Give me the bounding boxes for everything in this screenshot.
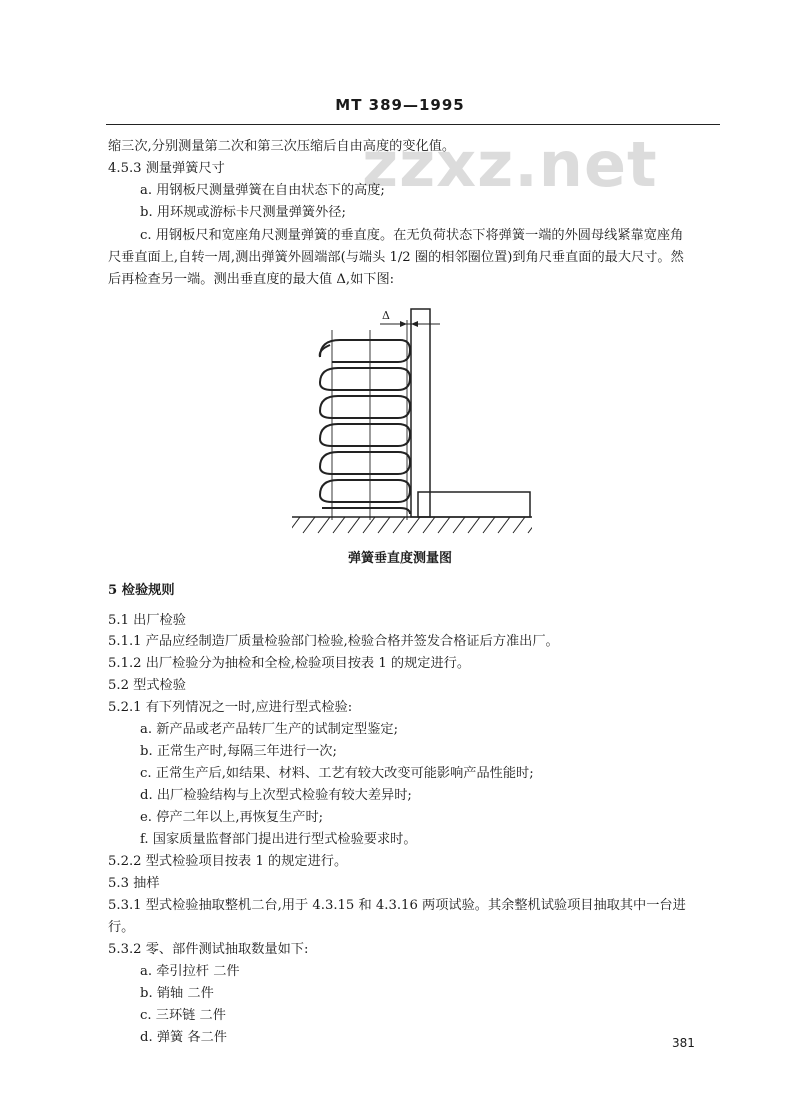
text-line: 5.1.1 产品应经制造厂质量检验部门检验,检验合格并签发合格证后方准出厂。 (108, 634, 559, 649)
watermark: zzxz.net (362, 128, 658, 201)
square-base (418, 492, 530, 517)
section-heading: 5.3 抽样 (108, 876, 160, 891)
text-line: 5.2.2 型式检验项目按表 1 的规定进行。 (108, 854, 348, 869)
list-item: e. 停产二年以上,再恢复生产时; (140, 810, 324, 825)
list-item: a. 新产品或老产品转厂生产的试制定型鉴定; (140, 722, 399, 737)
list-item: c. 用钢板尺和宽座角尺测量弹簧的垂直度。在无负荷状态下将弹簧一端的外圆母线紧靠宽座角 (140, 228, 684, 243)
list-item: d. 出厂检验结构与上次型式检验有较大差异时; (140, 788, 412, 803)
spring-perpendicularity-figure (290, 300, 540, 540)
header-rule (106, 124, 720, 125)
delta-arrow-right (411, 321, 418, 327)
delta-arrow-left (400, 321, 407, 327)
text-line: 缩三次,分别测量第二次和第三次压缩后自由高度的变化值。 (108, 139, 456, 154)
section-heading: 5.2 型式检验 (108, 678, 186, 693)
delta-label: Δ (382, 309, 390, 322)
text-line: 5.3.2 零、部件测试抽取数量如下: (108, 942, 309, 957)
list-item: c. 三环链 二件 (140, 1008, 226, 1023)
list-item: d. 弹簧 各二件 (140, 1030, 227, 1045)
page-header: MT 389—1995 (335, 96, 465, 114)
list-item: b. 销轴 二件 (140, 986, 214, 1001)
chapter-heading: 5 检验规则 (108, 583, 175, 598)
list-item: a. 用钢板尺测量弹簧在自由状态下的高度; (140, 183, 385, 198)
spring-coils (320, 340, 410, 514)
list-item: b. 用环规或游标卡尺测量弹簧外径; (140, 205, 346, 220)
list-item: c. 正常生产后,如结果、材料、工艺有较大改变可能影响产品性能时; (140, 766, 534, 781)
text-line: 尺垂直面上,自转一周,测出弹簧外圆端部(与端头 1/2 圈的相邻圈位置)到角尺垂直面的最大尺寸。然 (108, 250, 684, 265)
section-heading: 4.5.3 测量弹簧尺寸 (108, 161, 225, 176)
text-line: 5.2.1 有下列情况之一时,应进行型式检验: (108, 700, 353, 715)
list-item: f. 国家质量监督部门提出进行型式检验要求时。 (140, 832, 417, 847)
square-blade (411, 309, 430, 517)
text-line: 行。 (108, 920, 135, 935)
section-heading: 5.1 出厂检验 (108, 613, 186, 628)
text-line: 5.1.2 出厂检验分为抽检和全检,检验项目按表 1 的规定进行。 (108, 656, 471, 671)
figure-caption: 弹簧垂直度测量图 (347, 551, 452, 566)
text-line: 5.3.1 型式检验抽取整机二台,用于 4.3.15 和 4.3.16 两项试验。其余整机试验项目抽取其中一台进 (108, 898, 686, 913)
list-item: b. 正常生产时,每隔三年进行一次; (140, 744, 337, 759)
page-number: 381 (672, 1036, 695, 1050)
list-item: a. 牵引拉杆 二件 (140, 964, 240, 979)
text-line: 后再检查另一端。测出垂直度的最大值 Δ,如下图: (108, 272, 395, 287)
ground-hatch (290, 517, 540, 533)
